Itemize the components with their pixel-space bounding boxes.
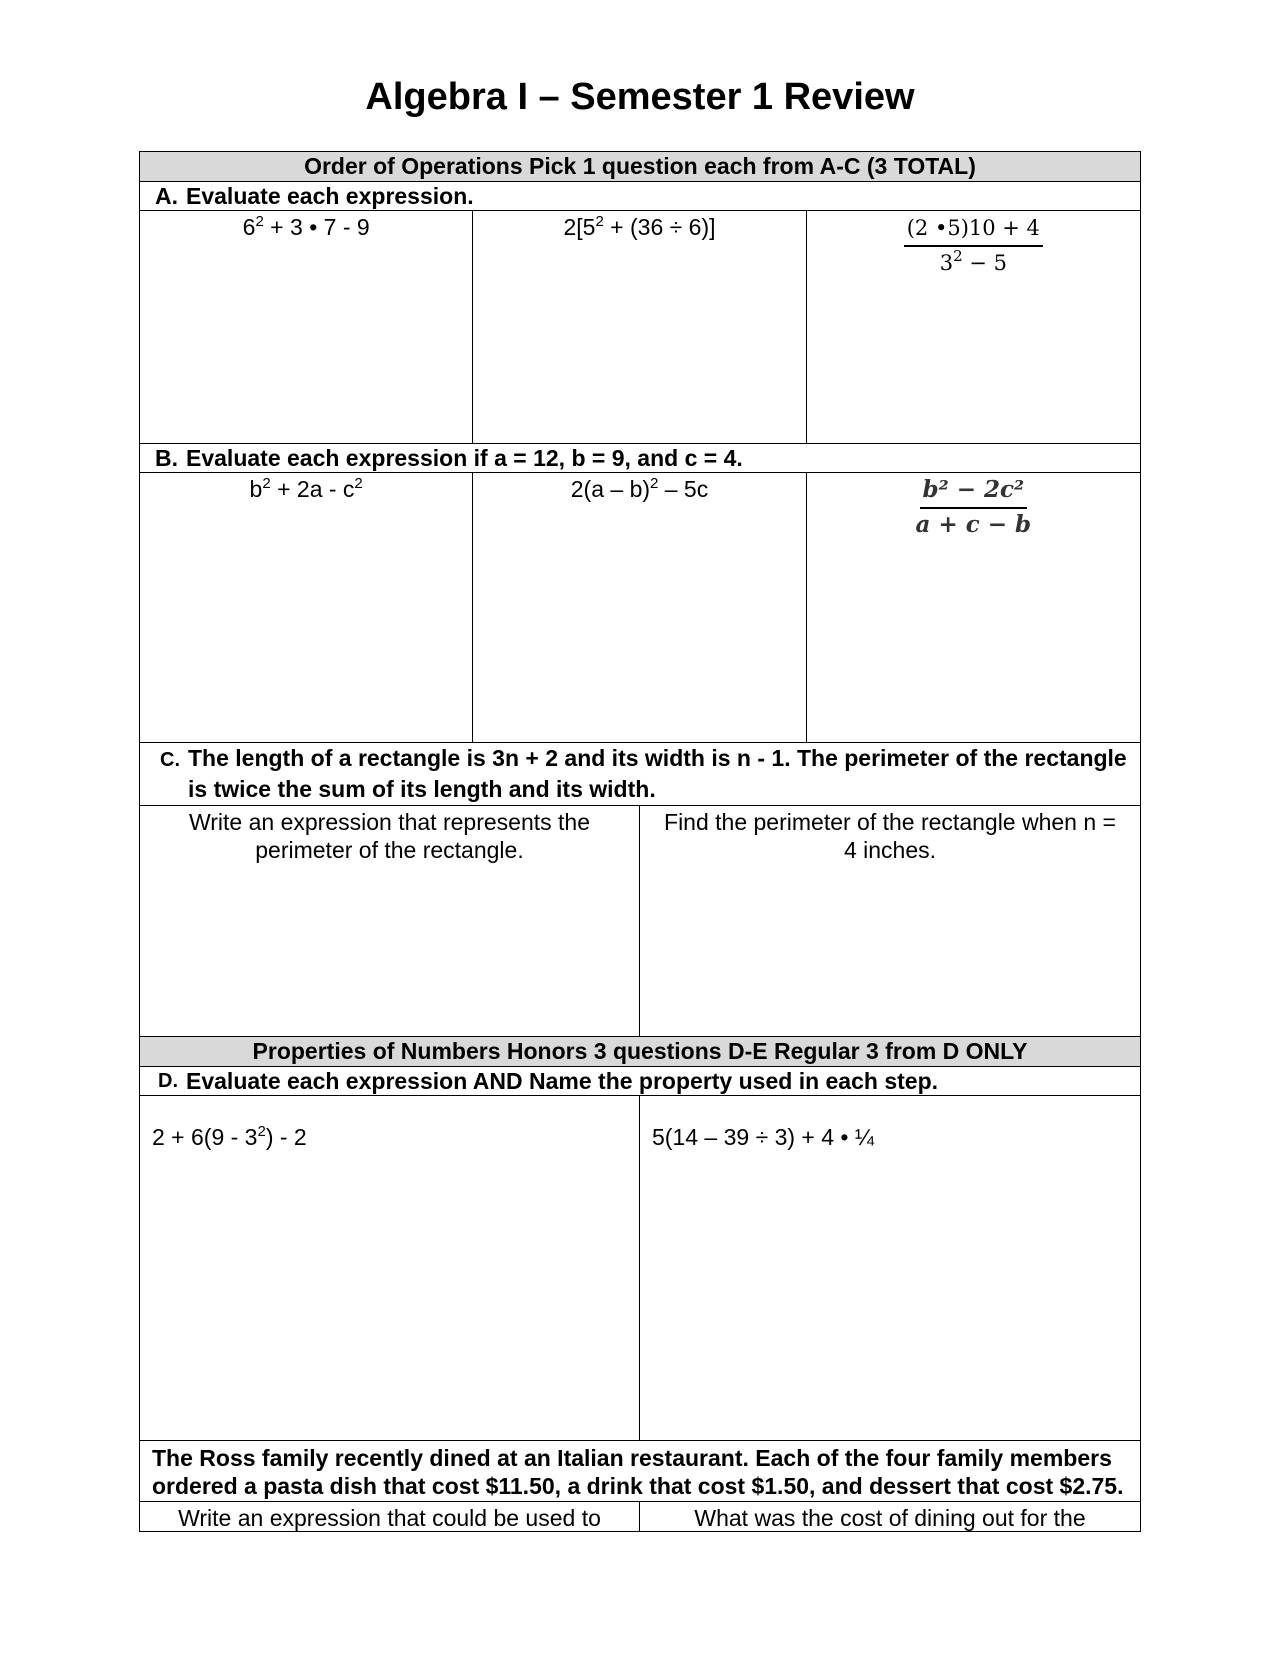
numerator: (2 •5)10 + 4 <box>904 215 1043 247</box>
prompt-c-left: Write an expression that represents the perimeter of the rectangle. <box>188 809 590 863</box>
letter-a: A. <box>155 182 178 209</box>
row-b-expressions <box>140 473 1140 743</box>
cell-b1[interactable] <box>140 473 473 742</box>
section-header-order-of-operations: Order of Operations Pick 1 question each from A-C (3 TOTAL) <box>140 152 1140 182</box>
numerator: b² − 2c² <box>920 477 1028 509</box>
cell-d2[interactable] <box>640 1096 1140 1440</box>
instruction-a <box>140 182 1140 211</box>
letter-c: C. <box>160 749 180 771</box>
cell-b3[interactable] <box>807 473 1140 742</box>
instruction-d-text: Evaluate each expression AND Name the property used in each step. <box>186 1067 939 1094</box>
denominator: $3^2 - 5$ <box>939 247 1007 275</box>
instruction-a-text: Evaluate each expression. <box>186 182 474 209</box>
letter-d: D. <box>158 1069 178 1092</box>
expression-d2: 5(14 – 39 ÷ 3) + 4 • ¼ <box>652 1124 875 1150</box>
row-d-expressions <box>140 1096 1140 1441</box>
prompt-story-right: What was the cost of dining out for the <box>694 1505 1086 1531</box>
row-c-prompts <box>140 806 1140 1037</box>
instruction-c-text: The length of a rectangle is 3n + 2 and its width is n - 1. The perimeter of the rectangle is twice the sum of its length and its width. <box>188 745 1127 802</box>
cell-c-left[interactable] <box>140 806 640 1036</box>
review-table <box>139 151 1141 1532</box>
cell-d1[interactable] <box>140 1096 640 1440</box>
expression-b3 <box>807 473 1140 538</box>
expression-d1: $2 + 6(9 - 3^2) - 2$ <box>152 1123 307 1150</box>
expression-a1: $6^2 + 3$ • 7 - 9 <box>242 213 370 240</box>
expression-b1: $b^2 + 2a - c^2$ <box>249 475 363 502</box>
cell-story-left[interactable] <box>140 1502 640 1531</box>
row-story-prompts <box>140 1502 1140 1532</box>
prompt-c-right: Find the perimeter of the rectangle when n = 4 inches. <box>664 809 1116 863</box>
instruction-b-text: Evaluate each expression if a = 12, b = 9, and c = 4. <box>186 444 743 471</box>
fraction-b3 <box>916 477 1032 538</box>
cell-b2[interactable] <box>473 473 806 742</box>
section-header-properties: Properties of Numbers Honors 3 questions D-E Regular 3 from D ONLY <box>140 1037 1140 1067</box>
cell-c-right[interactable] <box>640 806 1140 1036</box>
expression-a2: $2[5^2 + (36 \div 6)]$ <box>563 213 716 240</box>
cell-a2[interactable] <box>473 211 806 443</box>
cell-story-right[interactable] <box>640 1502 1140 1531</box>
cell-a3[interactable] <box>807 211 1140 443</box>
fraction-a3 <box>904 215 1043 276</box>
prompt-story-left: Write an expression that could be used to <box>178 1505 601 1531</box>
cell-a1[interactable] <box>140 211 473 443</box>
expression-b2: 2(a – b)$^2$ – 5c <box>570 475 709 502</box>
denominator: a + c − b <box>915 511 1032 538</box>
instruction-d <box>140 1067 1140 1096</box>
letter-b: B. <box>155 444 178 471</box>
instruction-b <box>140 444 1140 473</box>
row-a-expressions <box>140 211 1140 444</box>
word-problem: The Ross family recently dined at an Italian restaurant. Each of the four family members ordered a pasta dish that cost $11.50, a drink that cost $1.50, and dessert that cost $2.75. <box>140 1441 1140 1502</box>
page-title: Algebra I – Semester 1 Review <box>365 76 915 118</box>
instruction-c <box>140 743 1140 806</box>
expression-a3 <box>807 211 1140 276</box>
